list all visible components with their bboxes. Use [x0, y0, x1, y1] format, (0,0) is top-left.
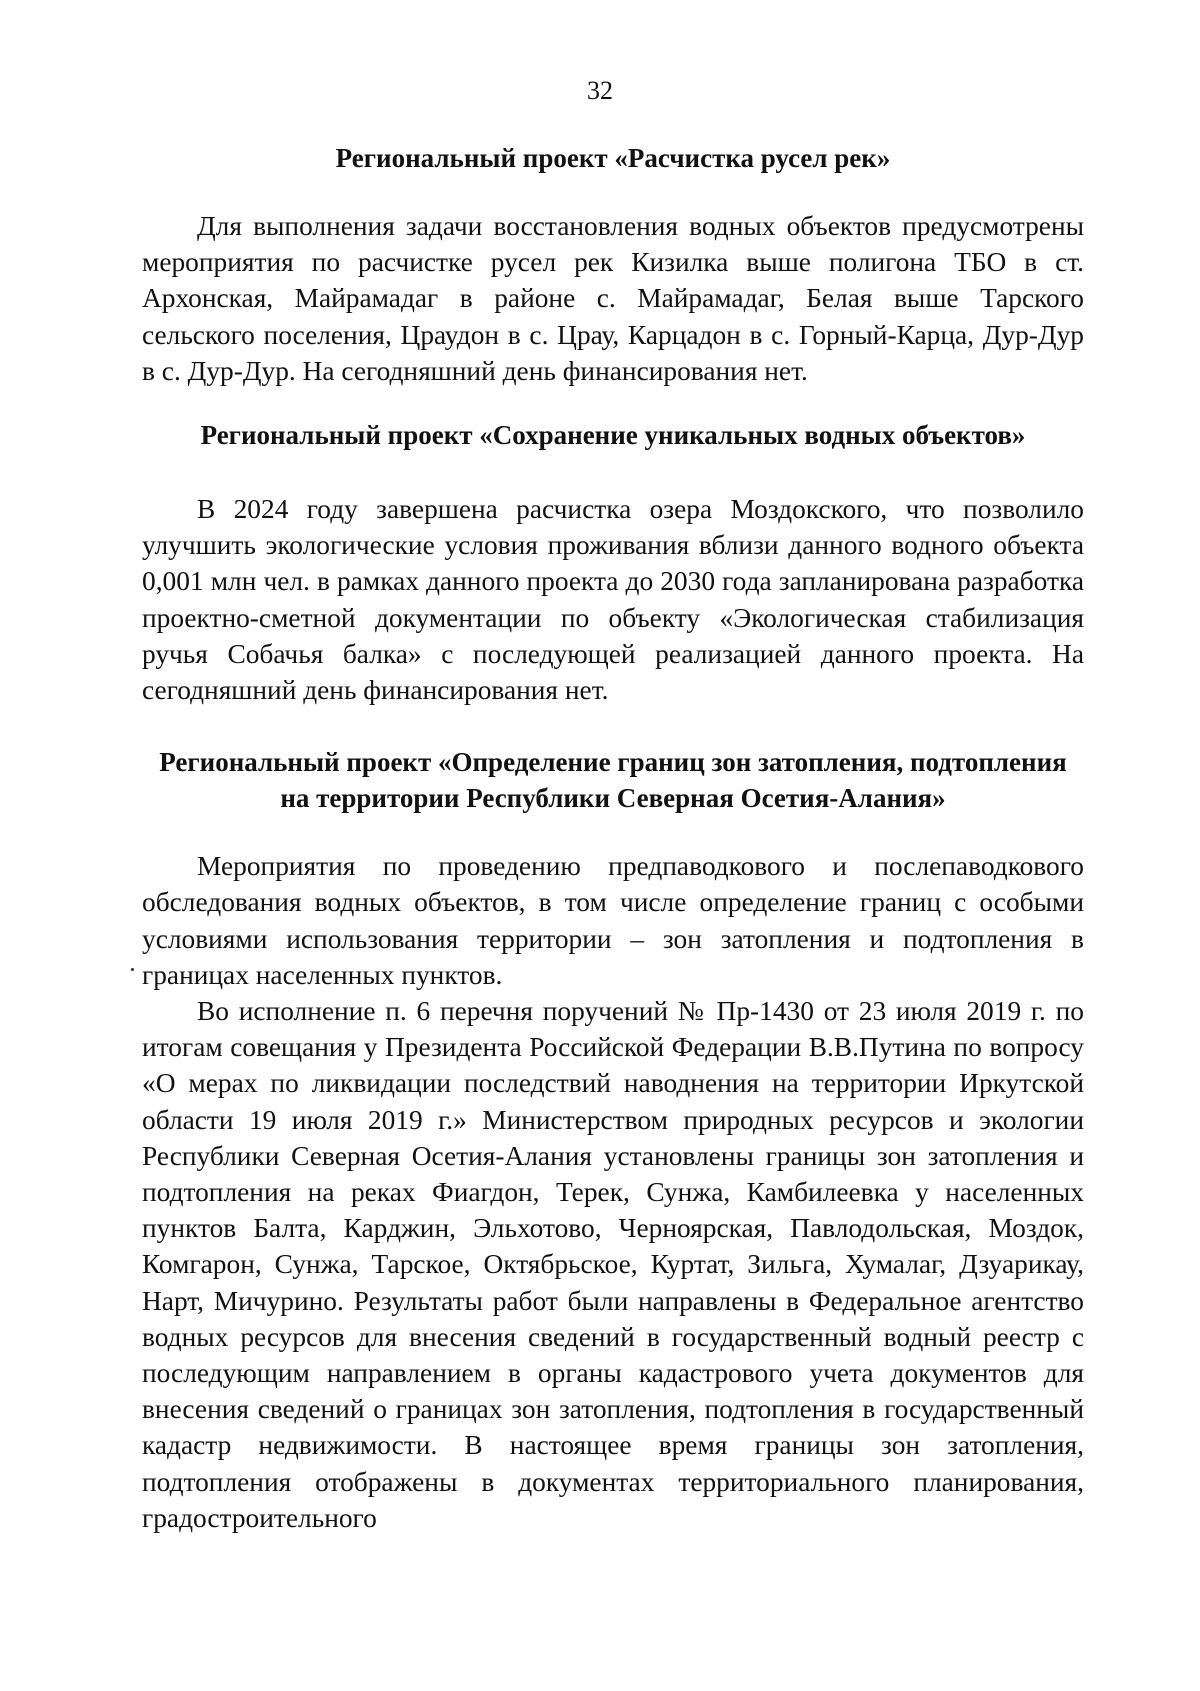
section-paragraph-unique-water-objects: В 2024 году завершена расчистка озера Моздокского, что позволило улучшить экологические условия проживания вблизи данного водного объекта 0,001 млн чел. в рамках данного проекта до 2030 года запланирована разработка проектно-сметной документации по объекту «Экологическая стабилизация ручья Собачья балка» с последующей реализацией данного проекта. На сегодняшний день финансирования нет. — [142, 494, 1084, 706]
section-paragraph-flood-zones-measures: Мероприятия по проведению предпаводкового и послепаводкового обследования водных объектов, в том числе определение границ с особыми условиями использования территории – зон затопления и подтопления в границах населенных пунктов. — [142, 851, 1084, 990]
page-body — [142, 140, 1084, 1536]
section-heading-flood-zones: Региональный проект «Определение границ зон затопления, подтопления на территории Республики Северная Осетия-Алания» — [159, 747, 1067, 814]
section-paragraph-river-clearing: Для выполнения задачи восстановления водных объектов предусмотрены мероприятия по расчистке русел рек Кизилка выше полигона ТБО в ст. Архонская, Майрамадаг в районе с. Майрамадаг, Белая выше Тарского сельского поселения, Цраудон в с. Црау, Карцадон в с. Горный-Карца, Дур-Дур в с. Дур-Дур. На сегодняшний день финансирования нет. — [142, 211, 1084, 386]
scan-artifact-dot — [131, 968, 134, 971]
section-heading-unique-water-objects: Региональный проект «Сохранение уникальных водных объектов» — [200, 420, 1026, 451]
page-number: 32 — [587, 76, 613, 105]
section-heading-river-clearing: Региональный проект «Расчистка русел рек» — [335, 143, 891, 173]
section-paragraph-flood-zones-execution: Во исполнение п. 6 перечня поручений № Пр-1430 от 23 июля 2019 г. по итогам совещания у Президента Российской Федерации В.В.Путина по вопросу «О мерах по ликвидации последствий наводнения на территории Иркутской области 19 июля 2019 г.» Министерством природных ресурсов и экологии Республики Северная Осетия-Алания установлены границы зон затопления и подтопления на реках Фиагдон, Терек, Сунжа, Камбилеевка у населенных пунктов Балта, Карджин, Эльхотово, Черноярская, Павлодольская, Моздок, Комгарон, Сунжа, Тарское, Октябрьское, Куртат, Зильга, Хумалаг, Дзуарикау, Нарт, Мичурино. Результаты работ были направлены в Федеральное агентство водных ресурсов для внесения сведений в государственный водный реестр с последующим направлением в органы кадастрового учета документов для внесения сведений о границах зон затопления, подтопления в государственный кадастр недвижимости. В настоящее время границы зон затопления, подтопления отображены в документах территориального планирования, градостроительного — [142, 996, 1084, 1533]
